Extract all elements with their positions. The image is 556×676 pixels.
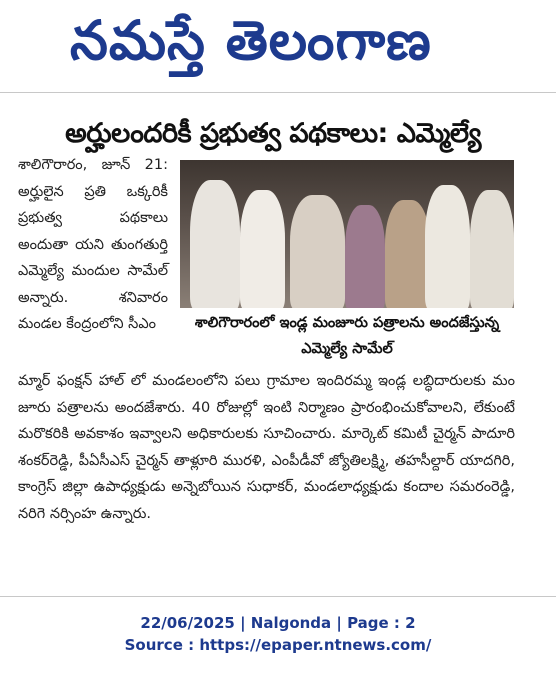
source-footer [0,612,556,656]
article-photo [180,160,514,308]
article-body-text: మ్మార్ ఫంక్షన్ హాల్ లో మండలంలోని పలు గ్రామాల ఇందిరమ్మ ఇండ్ల లబ్ధిదారులకు మం జూరు పత్రాలను అందజేశారు. 40 రోజుల్లో ఇంటి నిర్మాణం ప్రారంభించుకోవాలని, లేకుంటే మరొకరికి అవకాశం ఇవ్వాలని అధికారులకు సూచించారు. మార్కెట్ కమిటీ చైర్మన్ పాదూరి శంకర్‌రెడ్డి, పీఏసీఎస్ చైర్మన్ తాళ్లూరి మురళి, ఎంపీడీవో జ్యోతిలక్ష్మి, తహసీల్దార్ యాదగిరి, కాంగ్రెస్ జిల్లా ఉపాధ్యక్షుడు అన్నెబోయిన సుధాకర్, మండలాధ్యక్షుడు కందాల సమరంరెడ్డి, నరిగె నర్సింహ ఉన్నారు. [18,373,515,522]
photo-figure [385,200,430,308]
article-headline: అర్హులందరికీ ప్రభుత్వ పథకాలు: ఎమ్మెల్యే [65,118,481,149]
clipping-bottom-edge [0,596,556,597]
photo-figure [425,185,470,308]
photo-figure [345,205,385,308]
footer-edition-line: 22/06/2025 | Nalgonda | Page : 2 [140,614,416,632]
masthead-divider [0,92,556,93]
photo-figure [470,190,514,308]
photo-figure [290,195,345,308]
photo-caption: శాలిగౌరారంలో ఇండ్ల మంజూరు పత్రాలను అందజేస్తున్న ఎమ్మెల్యే సామేల్ [194,315,500,357]
photo-figure [190,180,240,308]
photo-figure [240,190,285,308]
footer-source-line: Source : https://epaper.ntnews.com/ [124,636,432,654]
article-intro-column [18,152,168,338]
article-intro-text: శాలిగౌరారం, జూన్ 21: అర్హులైన ప్రతి ఒక్కరికీ ప్రభుత్వ పథకాలు అందుతా యని తుంగతుర్తి ఎమ్మెల్యే మందుల సామేల్ అన్నారు. శనివారం మండల కేంద్రంలోని సీఎం [18,157,168,332]
article-body [18,368,515,527]
newspaper-masthead: నమస్తే తెలంగాణ [70,9,432,72]
